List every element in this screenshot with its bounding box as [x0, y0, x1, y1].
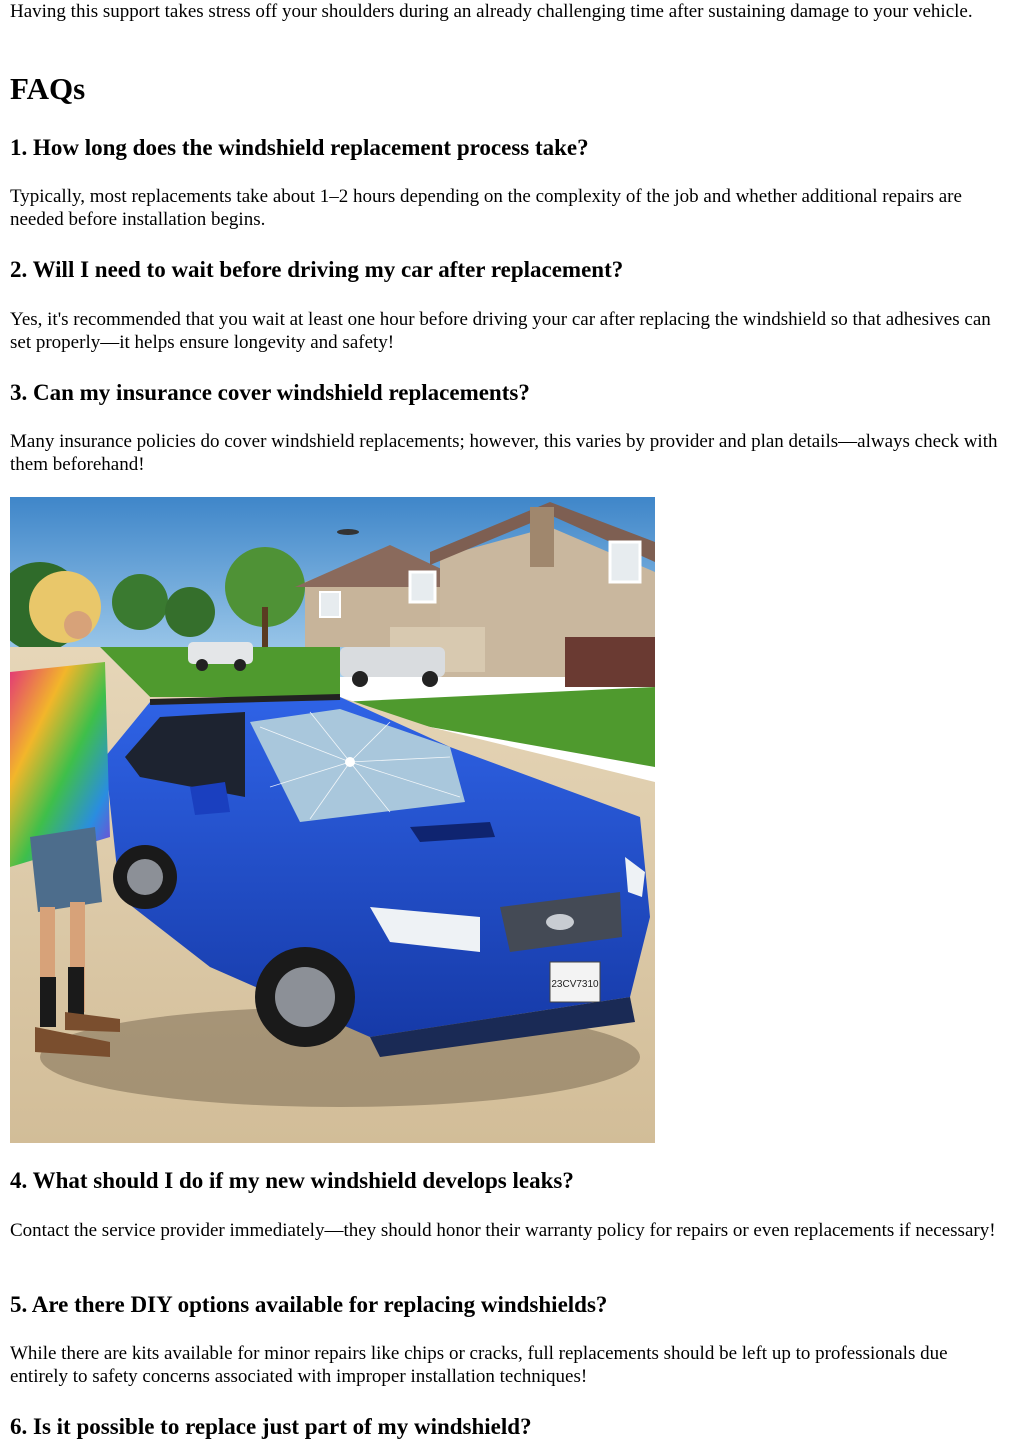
faq-answer-3: Many insurance policies do cover windshield replacements; however, this varies by provider and plan details—always check with them beforehand!: [10, 431, 998, 475]
intro-paragraph: Having this support takes stress off your shoulders during an already challenging time after sustaining damage to your vehicle.: [10, 1, 973, 22]
faq-question-5: 5. Are there DIY options available for replacing windshields?: [10, 1292, 608, 1317]
faq-answer-5: While there are kits available for minor repairs like chips or cracks, full replacements should be left up to professionals due entirely to safety concerns associated with improper installation techniques!: [10, 1343, 948, 1387]
faq-question-6: 6. Is it possible to replace just part of my windshield?: [10, 1414, 532, 1439]
faq-answer-4: Contact the service provider immediately—they should honor their warranty policy for repairs or even replacements if necessary!: [10, 1220, 996, 1241]
faqs-heading: FAQs: [10, 71, 86, 106]
faq-question-1: 1. How long does the windshield replacement process take?: [10, 135, 589, 160]
license-plate-text: 23CV7310: [551, 979, 599, 990]
faq-question-2: 2. Will I need to wait before driving my car after replacement?: [10, 257, 624, 282]
faq-answer-1: Typically, most replacements take about 1–2 hours depending on the complexity of the job and whether additional repairs are needed before installation begins.: [10, 186, 962, 230]
cracked-windshield-car-image: [10, 497, 655, 1143]
faq-question-4: 4. What should I do if my new windshield develops leaks?: [10, 1168, 574, 1193]
faq-question-3: 3. Can my insurance cover windshield replacements?: [10, 380, 530, 405]
faq-answer-2: Yes, it's recommended that you wait at least one hour before driving your car after replacing the windshield so that adhesives can set properly—it helps ensure longevity and safety!: [10, 309, 991, 353]
ufo: [337, 529, 359, 535]
parked-suv-right: [340, 647, 445, 687]
